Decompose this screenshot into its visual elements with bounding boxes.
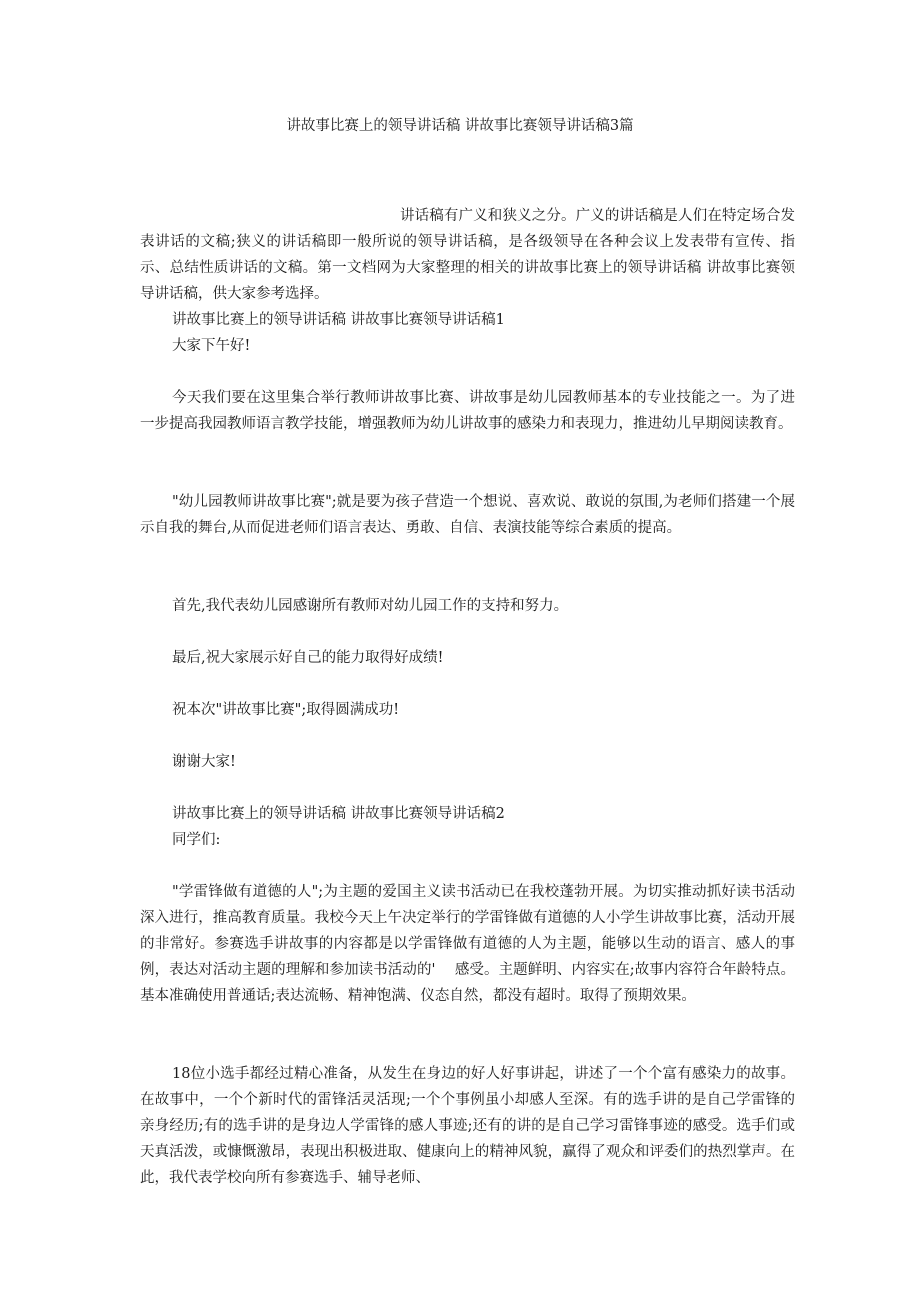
document-title: 讲故事比赛上的领导讲话稿 讲故事比赛领导讲话稿3篇	[286, 118, 634, 134]
paragraph-3: 首先,我代表幼儿园感谢所有教师对幼儿园工作的支持和努力。	[172, 598, 569, 614]
paragraph-4: 最后,祝大家展示好自己的能力取得好成绩!	[172, 650, 444, 666]
intro-paragraph: 讲话稿有广义和狭义之分。广义的讲话稿是人们在特定场合发表讲话的文稿;狭义的讲话稿即一般所说的领导讲话稿，是各级领导在各种会议上发表带有宣传、指示、总结性质讲话的文稿。第一文档网为大家整理的相关的讲故事比赛上的领导讲话稿 讲故事比赛领导讲话稿，供大家参考选择。	[140, 208, 795, 302]
paragraph-7: "学雷锋做有道德的人";为主题的爱国主义读书活动已在我校蓬勃开展。为切实推动抓好读书活动深入进行，推高教育质量。我校今天上午决定举行的学雷锋做有道德的人小学生讲故事比赛，活动开展的非常好。参赛选手讲故事的内容都是以学雷锋做有道德的人为主题，能够以生动的语言、感人的事例，表达对活动主题的理解和参加读书活动的' 感受。主题鲜明、内容实在;故事内容符合年龄特点。基本准确使用普通话;表达流畅、精神饱满、仪态自然，都没有超时。取得了预期效果。	[140, 884, 795, 1004]
greeting-1: 大家下午好!	[172, 338, 251, 354]
section-heading-1: 讲故事比赛上的领导讲话稿 讲故事比赛领导讲话稿1	[172, 312, 505, 328]
section-heading-2: 讲故事比赛上的领导讲话稿 讲故事比赛领导讲话稿2	[172, 806, 505, 822]
paragraph-2: "幼儿园教师讲故事比赛";就是要为孩子营造一个想说、喜欢说、敢说的氛围,为老师们搭建一个展示自我的舞台,从而促进老师们语言表达、勇敢、自信、表演技能等综合素质的提高。	[140, 494, 795, 536]
greeting-2: 同学们:	[172, 832, 221, 848]
paragraph-5: 祝本次"讲故事比赛";取得圆满成功!	[172, 702, 400, 718]
paragraph-8: 18位小选手都经过精心准备，从发生在身边的好人好事讲起，讲述了一个个富有感染力的故事。在故事中，一个个新时代的雷锋活灵活现;一个个事例虽小却感人至深。有的选手讲的是自己学雷锋的亲身经历;有的选手讲的是身边人学雷锋的感人事迹;还有的讲的是自己学习雷锋事迹的感受。选手们或天真活泼，或慷慨激昂，表现出积极进取、健康向上的精神风貌，赢得了观众和评委们的热烈掌声。在此，我代表学校向所有参赛选手、辅导老师、	[140, 1066, 795, 1186]
paragraph-6: 谢谢大家!	[172, 754, 236, 770]
paragraph-1: 今天我们要在这里集合举行教师讲故事比赛、讲故事是幼儿园教师基本的专业技能之一。为了进一步提高我园教师语言教学技能，增强教师为幼儿讲故事的感染力和表现力，推进幼儿早期阅读教育。	[140, 390, 795, 432]
